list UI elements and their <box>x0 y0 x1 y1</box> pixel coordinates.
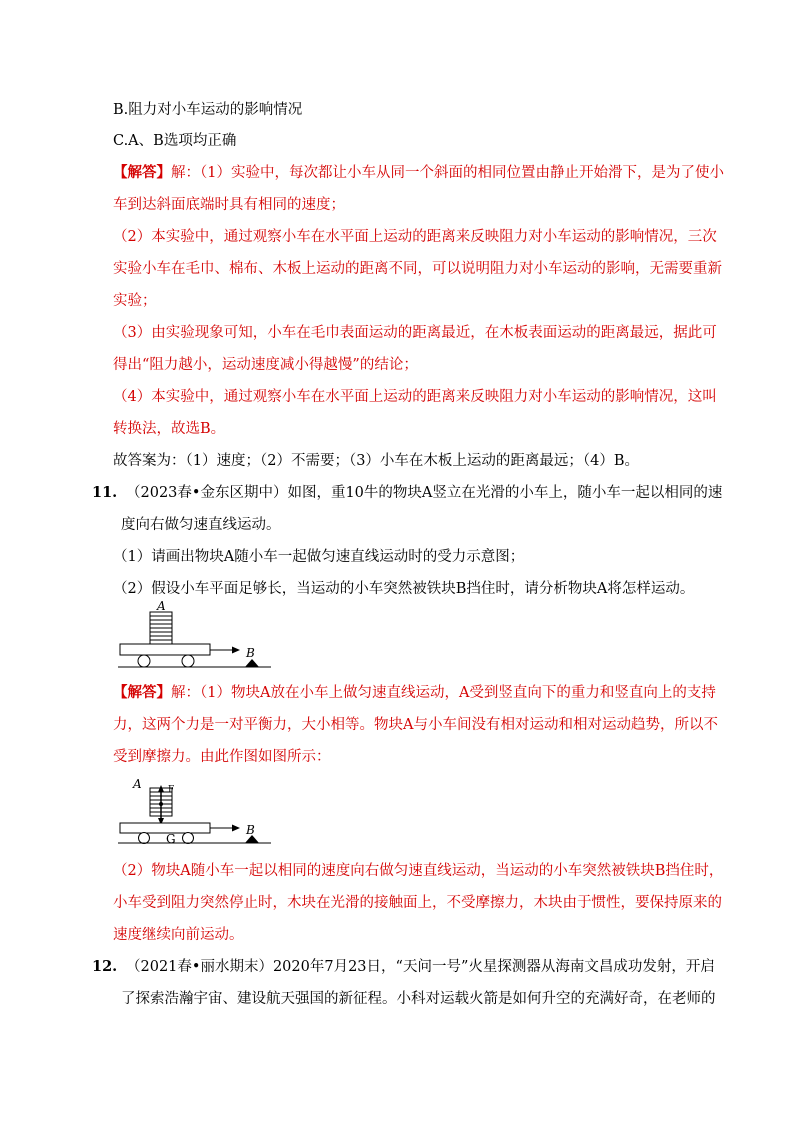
q10-sol-2c: 实验； <box>113 293 157 309</box>
label-f: F <box>168 785 175 795</box>
q10-sol-2a: （2）本实验中，通过观察小车在水平面上运动的距离来反映阻力对小车运动的影响情况，三次 <box>113 229 717 245</box>
label-g: G <box>166 832 176 844</box>
q12-stem-b: 了探索浩瀚宇宙、建设航天强国的新征程。小科对运载火箭是如何升空的充满好奇，在老师的 <box>121 991 716 1007</box>
q11-sol-2a: （2）物块A随小车一起以相同的速度向右做匀速直线运动，当运动的小车突然被铁块B挡住时， <box>113 863 724 879</box>
q10-sol-3a: （3）由实验现象可知，小车在毛巾表面运动的距离最近，在木板表面运动的距离最远，据此可 <box>113 325 717 341</box>
option-b: B.阻力对小车运动的影响情况 <box>113 102 303 118</box>
q11-sol-2b: 小车受到阻力突然停止时，木块在光滑的接触面上，不受摩擦力，木块由于惯性，要保持原来的 <box>113 895 722 911</box>
q11-stem-b: 度向右做匀速直线运动。 <box>121 517 281 533</box>
q11-sub1: （1）请画出物块A随小车一起做匀速直线运动时的受力示意图； <box>113 549 525 565</box>
q12-number: 12. <box>92 958 118 975</box>
cart-wheel-left <box>139 833 150 844</box>
option-c: C.A、B选项均正确 <box>113 133 237 149</box>
q11-stem-a: （2023春•金东区期中）如图，重10牛的物块A竖立在光滑的小车上，随小车一起以相同的速 <box>126 485 723 501</box>
q10-sol-2b: 实验小车在毛巾、棉布、木板上运动的距离不同，可以说明阻力对小车运动的影响，无需要重新 <box>113 261 722 277</box>
arrow-head <box>232 825 240 832</box>
q11-sol-1c: 受到摩擦力。由此作图如图所示： <box>113 749 331 765</box>
arrow-head <box>232 647 240 654</box>
label-b: B <box>246 823 255 837</box>
answer-tag: 【解答】 <box>113 684 171 701</box>
q10-sol-3b: 得出“阻力越小，运动速度减小得越慢”的结论； <box>113 357 418 373</box>
q11-number: 11. <box>92 484 118 501</box>
q11-sub2: （2）假设小车平面足够长，当运动的小车突然被铁块B挡住时，请分析物块A将怎样运动。 <box>113 581 695 597</box>
cart-wheel-right <box>182 655 194 667</box>
iron-block-b <box>245 659 259 667</box>
label-a: A <box>157 600 166 613</box>
q10-sol-1b: 车到达斜面底端时具有相同的速度； <box>113 197 345 213</box>
q11-sol-1a: 解：（1）物块A放在小车上做匀速直线运动，A受到竖直向下的重力和竖直向上的支持 <box>171 685 716 701</box>
q10-sol-4a: （4）本实验中，通过观察小车在水平面上运动的距离来反映阻力对小车运动的影响情况，这叫 <box>113 389 717 405</box>
cart-wheel-left <box>138 655 150 667</box>
block-a <box>150 612 172 644</box>
cart-body <box>120 823 210 833</box>
q11-sol-1b: 力，这两个力是一对平衡力，大小相等。物块A与小车间没有相对运动和相对运动趋势，所以不 <box>113 717 718 733</box>
q10-final-answer: 故答案为：（1）速度；（2）不需要；（3）小车在木板上运动的距离最远；（4）B。 <box>113 453 640 469</box>
answer-tag: 【解答】 <box>113 164 171 181</box>
q11-solution-line-1 <box>113 683 716 703</box>
q11-sol-2c: 速度继续向前运动。 <box>113 927 244 943</box>
q10-sol-4b: 转换法，故选B。 <box>113 421 226 437</box>
q10-sol-1a: 解：（1）实验中，每次都让小车从同一个斜面的相同位置由静止开始滑下，是为了使小 <box>171 165 724 181</box>
q11-figure-forces <box>113 772 278 844</box>
label-a: A <box>133 777 142 791</box>
q10-solution-line-1 <box>113 163 724 183</box>
q12-stem-a: （2021春•丽水期末）2020年7月23日，“天问一号”火星探测器从海南文昌成功发射，开启 <box>126 959 715 975</box>
cart-wheel-right <box>183 833 194 844</box>
cart-body <box>120 644 210 655</box>
q11-figure-cart <box>113 600 278 672</box>
label-b: B <box>246 646 255 660</box>
